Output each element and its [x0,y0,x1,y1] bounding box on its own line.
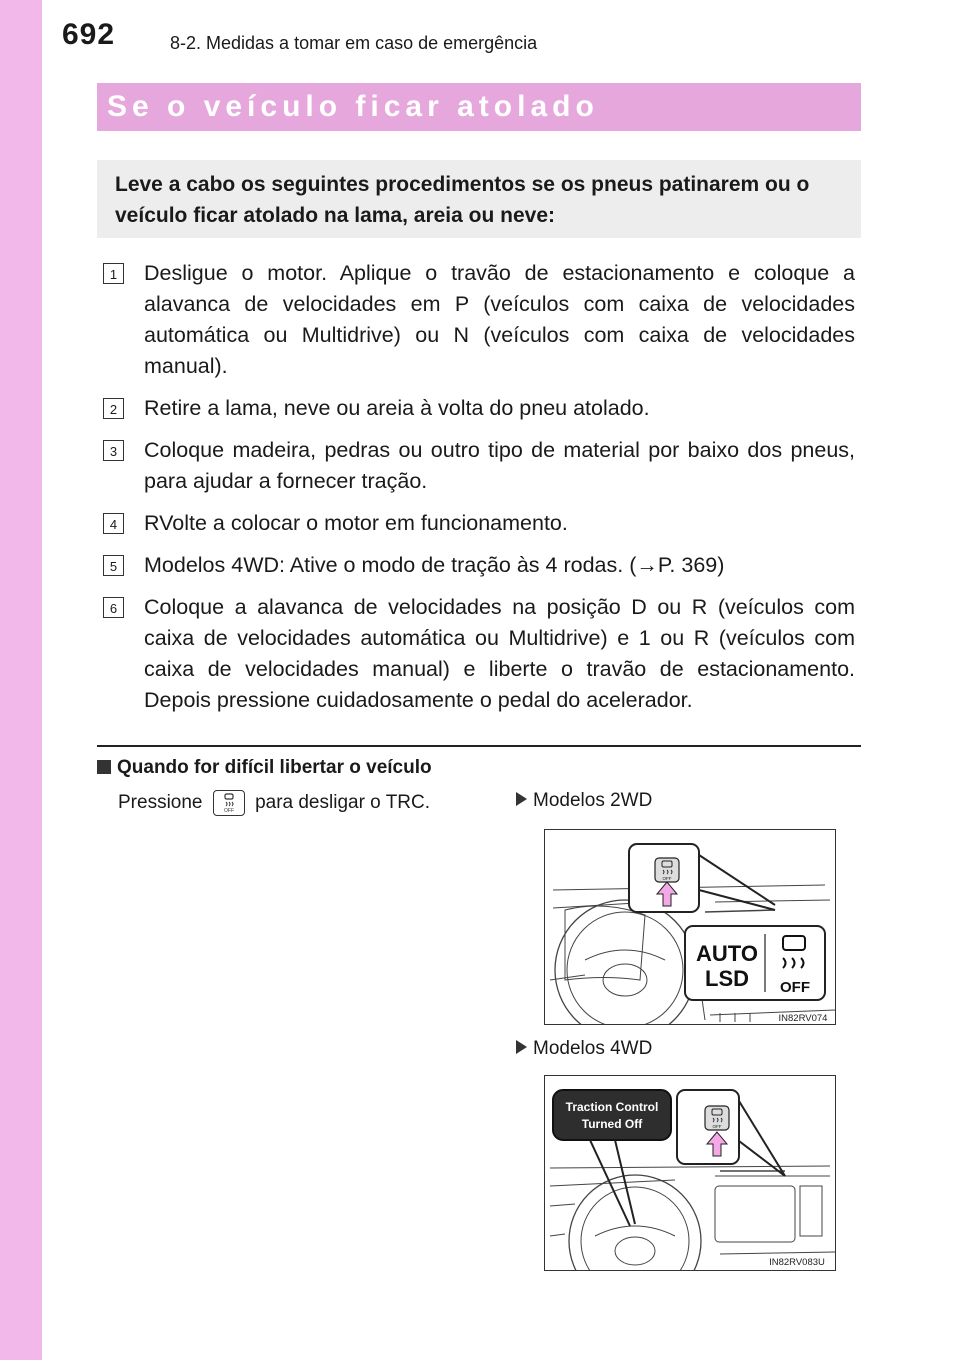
trc-off-button-icon [213,790,245,816]
step-item [103,393,855,424]
chapter-heading: 8-2. Medidas a tomar em caso de emergência [170,33,538,53]
figure-code: IN82RV074 [778,1013,828,1024]
intro-box [97,160,861,238]
step-number-badge: 3 [103,440,124,461]
callout-off-text: OFF [780,979,810,996]
step-item [103,258,855,382]
figure-label-text: Modelos 4WD [533,1038,653,1059]
callout-auto-text: AUTO [696,941,758,966]
step-number-badge: 4 [103,513,124,534]
figure-4wd-dashboard [544,1075,836,1271]
square-bullet-icon [97,760,111,774]
figure-code: IN82RV083U [769,1257,825,1268]
section-title-bar [97,83,861,131]
step-item [103,435,855,497]
section-divider [97,745,861,747]
step-text: Desligue o motor. Aplique o travão de estacionamento e coloque a alavanca de velocidades em P (veículos com caixa de velocidades automática ou Multidrive) ou N (veículos com caixa de velocidades manual). [144,261,855,378]
message-line-1: Traction Control [565,1100,659,1114]
button-off-mini-text: OFF [662,876,672,881]
button-off-mini-text: OFF [712,1124,722,1129]
step-text: Modelos 4WD: Ative o modo de tração às 4 rodas. (→P. 369) [144,553,725,577]
step-number-badge: 1 [103,263,124,284]
figure-2wd-dashboard [544,829,836,1025]
step-number-badge: 6 [103,597,124,618]
press-text-after: para desligar o TRC. [255,792,431,814]
figure-label-2wd [516,790,652,812]
step-text: RVolte a colocar o motor em funcionamento. [144,511,568,535]
step-text: Coloque madeira, pedras ou outro tipo de material por baixo dos pneus, para ajudar a fornecer tração. [144,438,855,493]
step-number-badge: 2 [103,398,124,419]
figure-label-text: Modelos 2WD [533,790,653,811]
subsection-heading-text: Quando for difícil libertar o veículo [117,757,432,778]
step-text: Retire a lama, neve ou areia à volta do pneu atolado. [144,396,650,420]
step-list [103,258,855,727]
step-item [103,508,855,539]
message-line-2: Turned Off [581,1117,643,1131]
section-title: Se o veículo ficar atolado [107,90,599,123]
step-item [103,592,855,716]
step-text: Coloque a alavanca de velocidades na posição D ou R (veículos com caixa de velocidades automática ou Multidrive) e 1 ou R (veículos com caixa de velocidades manual) e liberte o travão de estacionamento. Depois pressione cuidadosamente o pedal do acelerador. [144,595,855,712]
side-tab-band [0,0,42,1360]
step-number-badge: 5 [103,555,124,576]
press-text-before: Pressione [118,792,203,814]
intro-text: Leve a cabo os seguintes procedimentos se os pneus patinarem ou o veículo ficar atolado na lama, areia ou neve: [115,173,810,227]
triangle-bullet-icon [516,792,527,806]
page-number: 692 [62,18,116,51]
step-item [103,550,855,581]
press-instruction [118,790,430,816]
figure-label-4wd [516,1038,652,1060]
triangle-bullet-icon [516,1040,527,1054]
subsection-heading [97,757,432,779]
callout-lsd-text: LSD [705,966,749,991]
svg-text:OFF: OFF [223,808,234,814]
